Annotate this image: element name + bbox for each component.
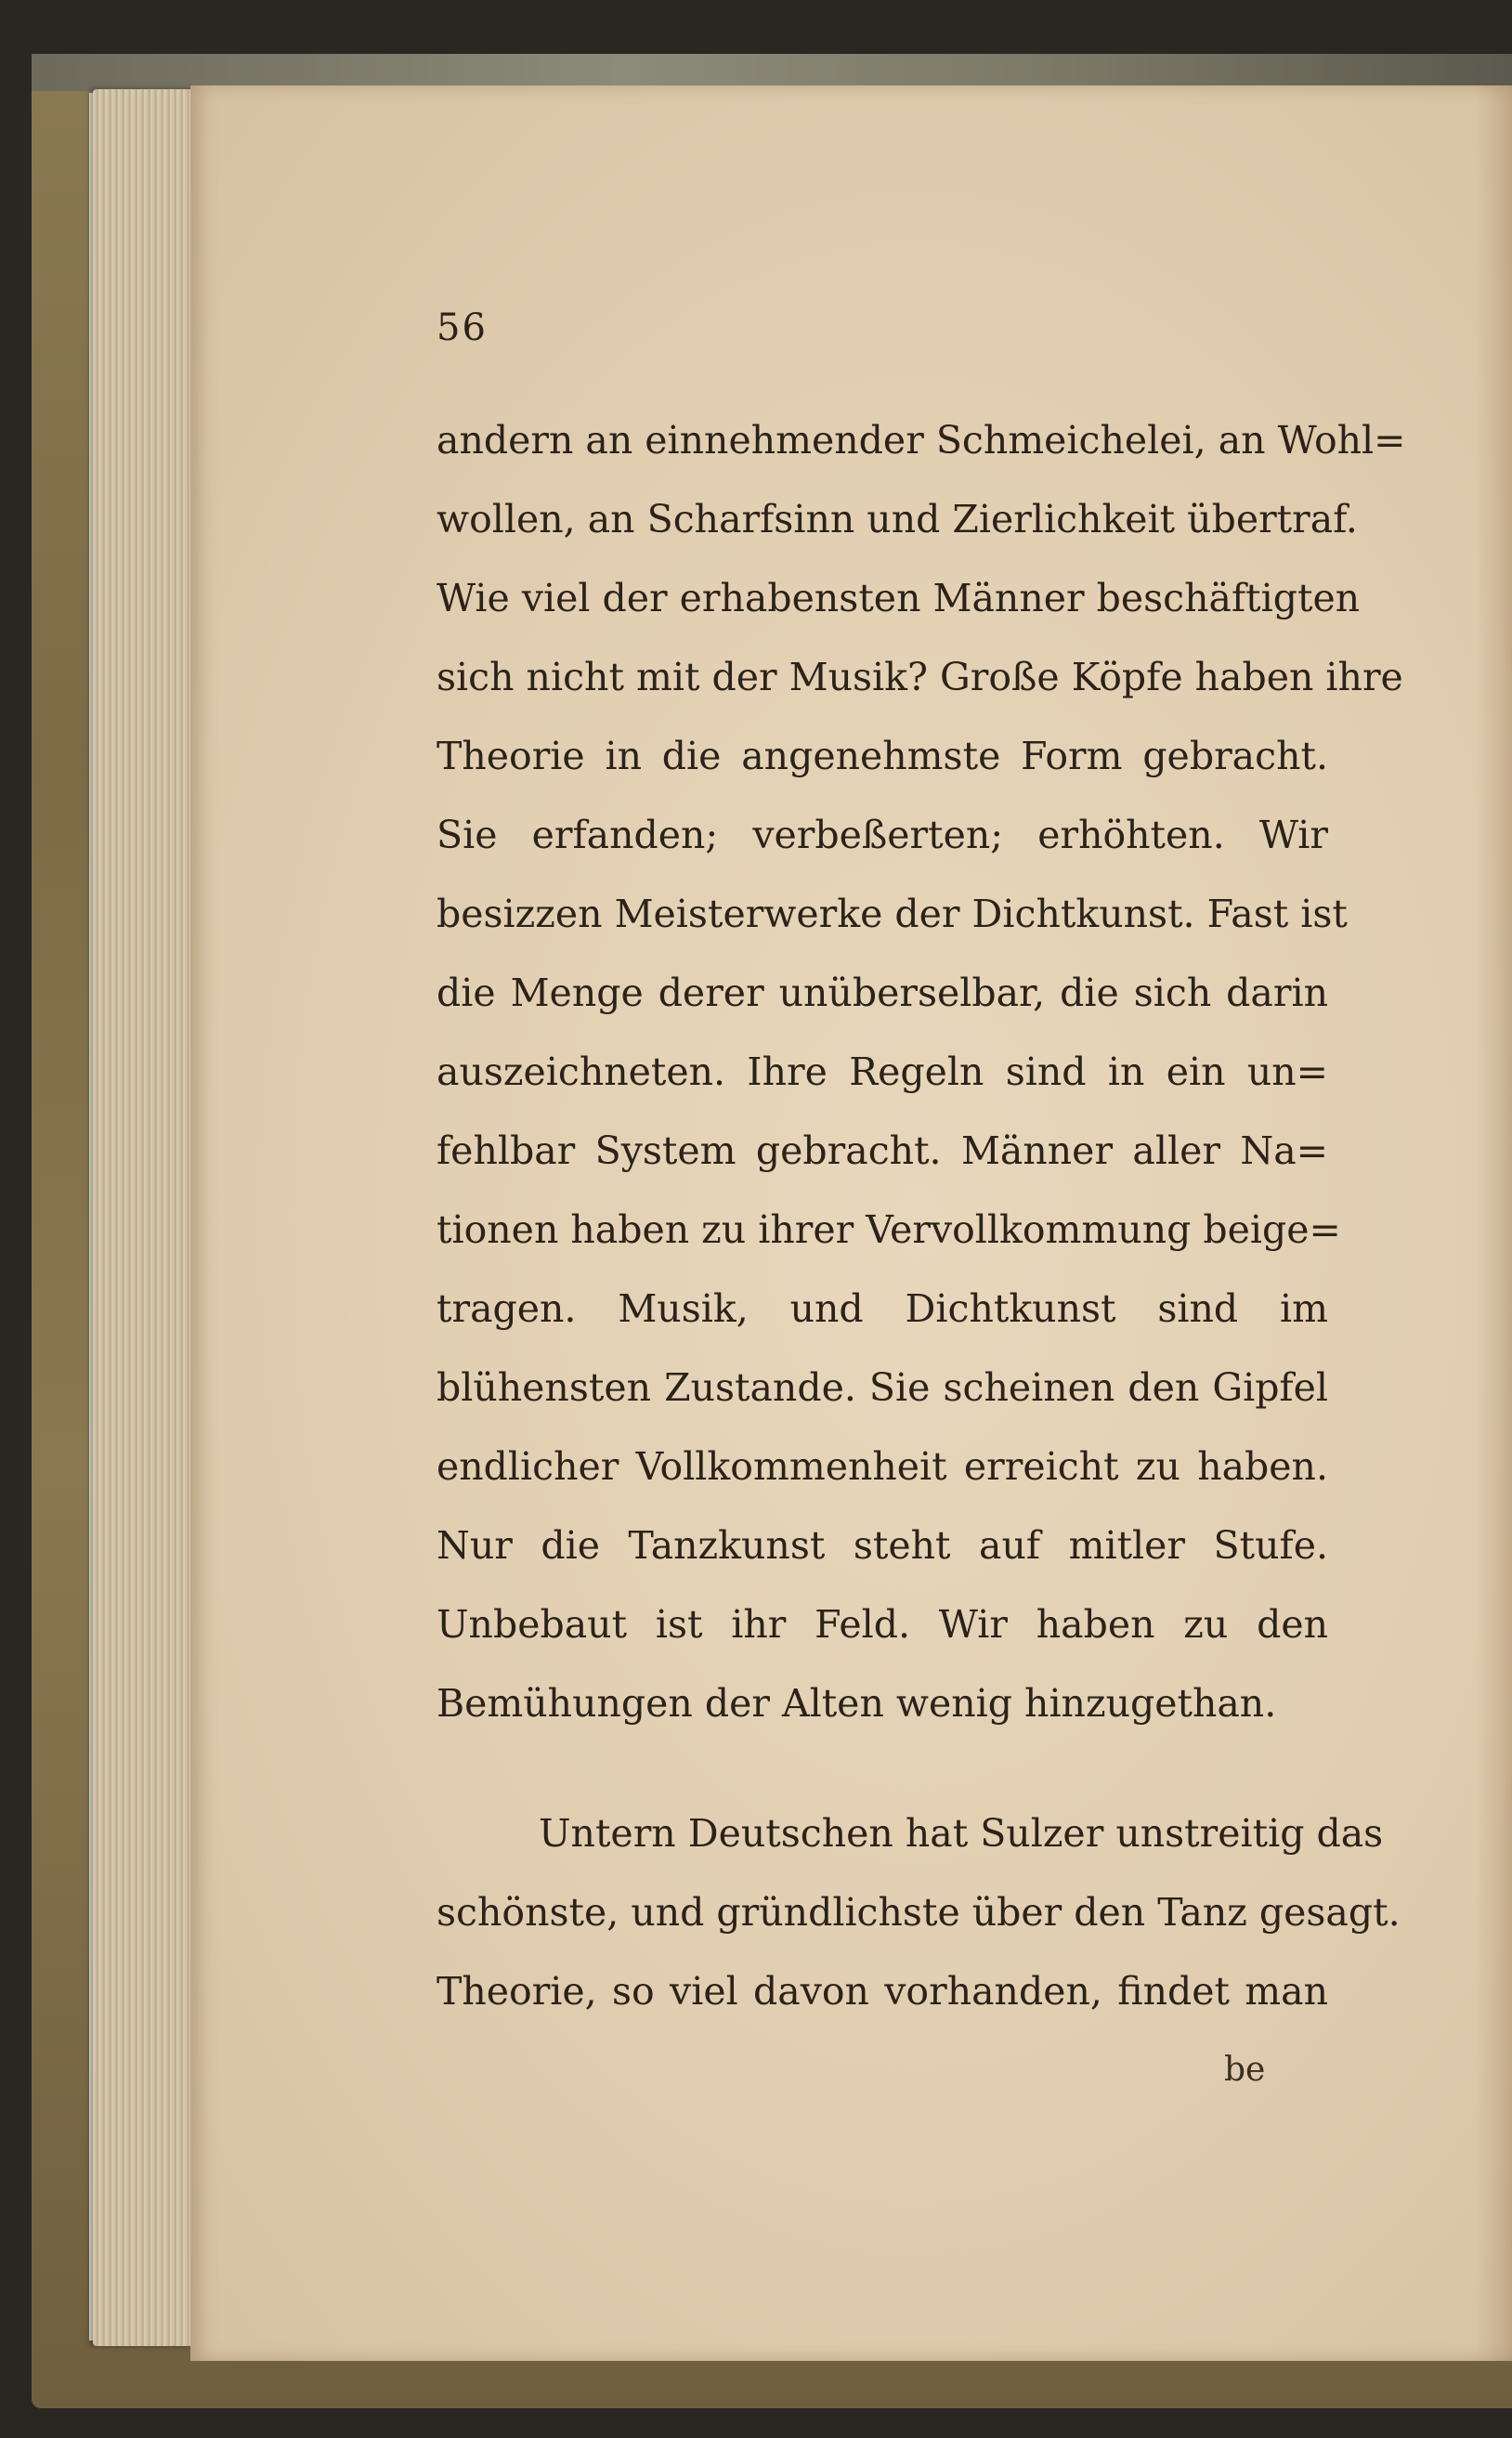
text-line: auszeichneten. Ihre Regeln sind in ein un= xyxy=(437,1050,1328,1094)
text-line: andern an einnehmender Schmeichelei, an Wohl= xyxy=(437,418,1406,463)
text-line: Unbebaut ist ihr Feld. Wir haben zu den xyxy=(437,1602,1328,1647)
text-line: Bemühungen der Alten wenig hinzugethan. xyxy=(437,1681,1277,1726)
text-line: blühensten Zustande. Sie scheinen den Gipfel xyxy=(437,1365,1328,1410)
text-line: Theorie, so viel davon vorhanden, findet man xyxy=(437,1969,1328,2014)
text-line: besizzen Meisterwerke der Dichtkunst. Fast ist xyxy=(437,892,1348,936)
text-line: schönste, und gründlichste über den Tanz gesagt. xyxy=(437,1890,1401,1935)
text-line: Nur die Tanzkunst steht auf mitler Stufe. xyxy=(437,1523,1328,1568)
text-line: fehlbar System gebracht. Männer aller Na= xyxy=(437,1128,1328,1173)
text-line: Untern Deutschen hat Sulzer unstreitig das xyxy=(539,1811,1384,1856)
text-line: Sie erfanden; verbeßerten; erhöhten. Wir xyxy=(437,813,1328,857)
text-line: tionen haben zu ihrer Vervollkommung beige= xyxy=(437,1207,1341,1252)
text-line: sich nicht mit der Musik? Große Köpfe haben ihre xyxy=(437,655,1403,699)
text-line: tragen. Musik, und Dichtkunst sind im xyxy=(437,1286,1328,1331)
catchword: be xyxy=(1224,2051,1266,2089)
text-line: Wie viel der erhabensten Männer beschäftigten xyxy=(437,576,1361,620)
text-line: wollen, an Scharfsinn und Zierlichkeit übertraf. xyxy=(437,497,1358,541)
text-line: Theorie in die angenehmste Form gebracht. xyxy=(437,734,1328,778)
text-line: die Menge derer unüberselbar, die sich darin xyxy=(437,971,1328,1015)
page-number: 56 xyxy=(437,306,488,349)
page-gutter-shadow xyxy=(1475,85,1512,2361)
text-line: endlicher Vollkommenheit erreicht zu haben. xyxy=(437,1444,1328,1489)
page-edges xyxy=(93,89,204,2346)
